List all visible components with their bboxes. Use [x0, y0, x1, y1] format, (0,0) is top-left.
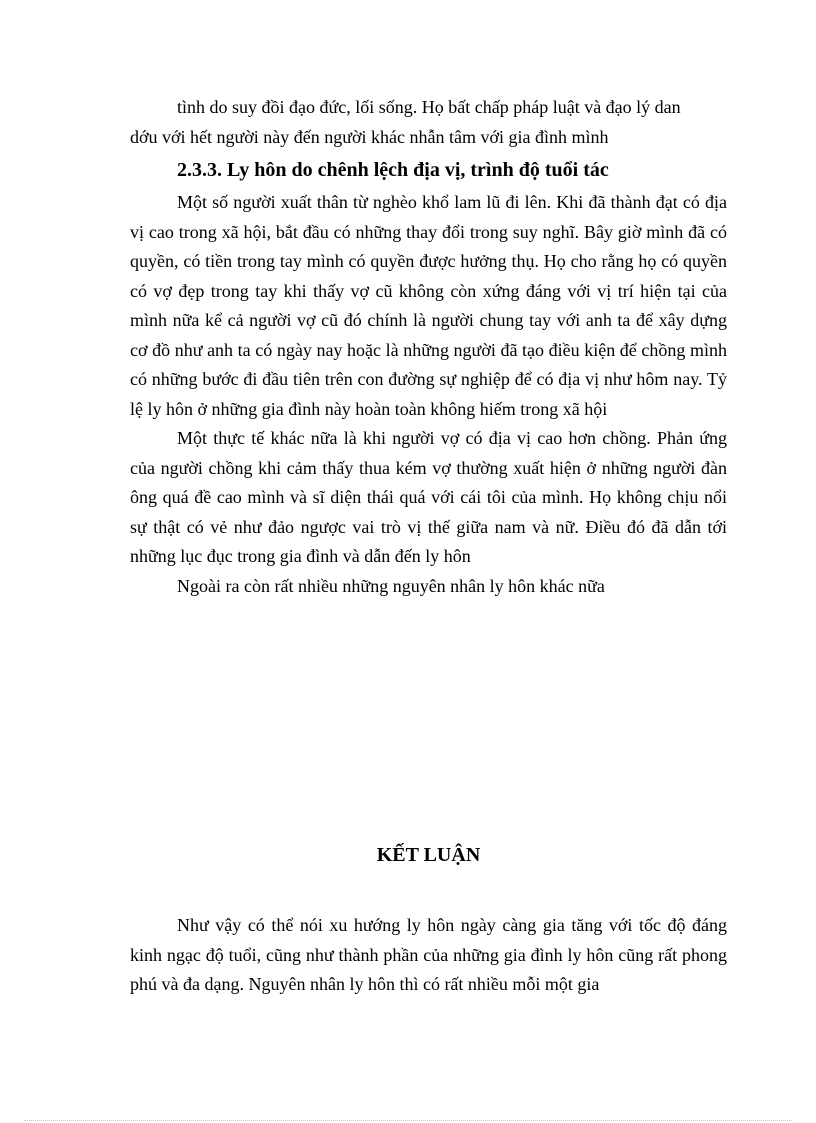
- paragraph-1-continuation: dớu với hết người này đến người khác nhẫn tâm với gia đình mình: [130, 126, 609, 147]
- paragraph-4: Ngoài ra còn rất nhiều những nguyên nhân ly hôn khác nữa: [177, 575, 605, 596]
- conclusion-paragraph: Như vậy có thể nói xu hướng ly hôn ngày càng gia tăng với tốc độ đáng kinh ngạc độ tuổi, cũng như thành phần của những gia đình ly hôn cũng rất phong phú và đa dạng. Nguyên nhân ly hôn thì có rất nhiều mỗi một gia: [130, 915, 727, 994]
- page-bottom-rule: [24, 1120, 792, 1121]
- section-heading-2-3-3: 2.3.3. Ly hôn do chênh lệch địa vị, trình độ tuổi tác: [177, 159, 609, 181]
- paragraph-1: tình do suy đồi đạo đức, lối sống. Họ bất chấp pháp luật và đạo lý dan: [177, 97, 681, 117]
- paragraph-2: Một số người xuất thân từ nghèo khổ lam lũ đi lên. Khi đã thành đạt có địa vị cao trong xã hội, bắt đầu có những thay đổi trong suy nghĩ. Bây giờ mình đã có quyền, có tiền trong tay mình có quyền được hưởng thụ. Họ cho rằng họ có quyền có vợ đẹp trong tay khi thấy vợ cũ không còn xứng đáng với vị trí hiện tại của mình nữa kể cả người vợ cũ đó chính là người chung tay với anh ta để xây dựng cơ đồ như anh ta có ngày nay hoặc là những người đã tạo điều kiện để chồng mình có những bước đi đầu tiên trên con đường sự nghiệp để có địa vị như hôm nay. Tỷ lệ ly hôn ở những gia đình này hoàn toàn không hiếm trong xã hội: [130, 192, 727, 419]
- conclusion-body: [130, 911, 727, 1000]
- conclusion-title: KẾT LUẬN: [376, 844, 481, 866]
- paragraph-3: Một thực tế khác nữa là khi người vợ có địa vị cao hơn chồng. Phản ứng của người chồng khi cảm thấy thua kém vợ thường xuất hiện ở những người đàn ông quá đề cao mình và sĩ diện thái quá với cái tôi của mình. Họ không chịu nổi sự thật có vẻ như đảo ngược vai trò vị thế giữa nam và nữ. Điều đó đã dẫn tới những lục đục trong gia đình và dẫn đến ly hôn: [130, 428, 727, 566]
- section-body: [130, 93, 727, 601]
